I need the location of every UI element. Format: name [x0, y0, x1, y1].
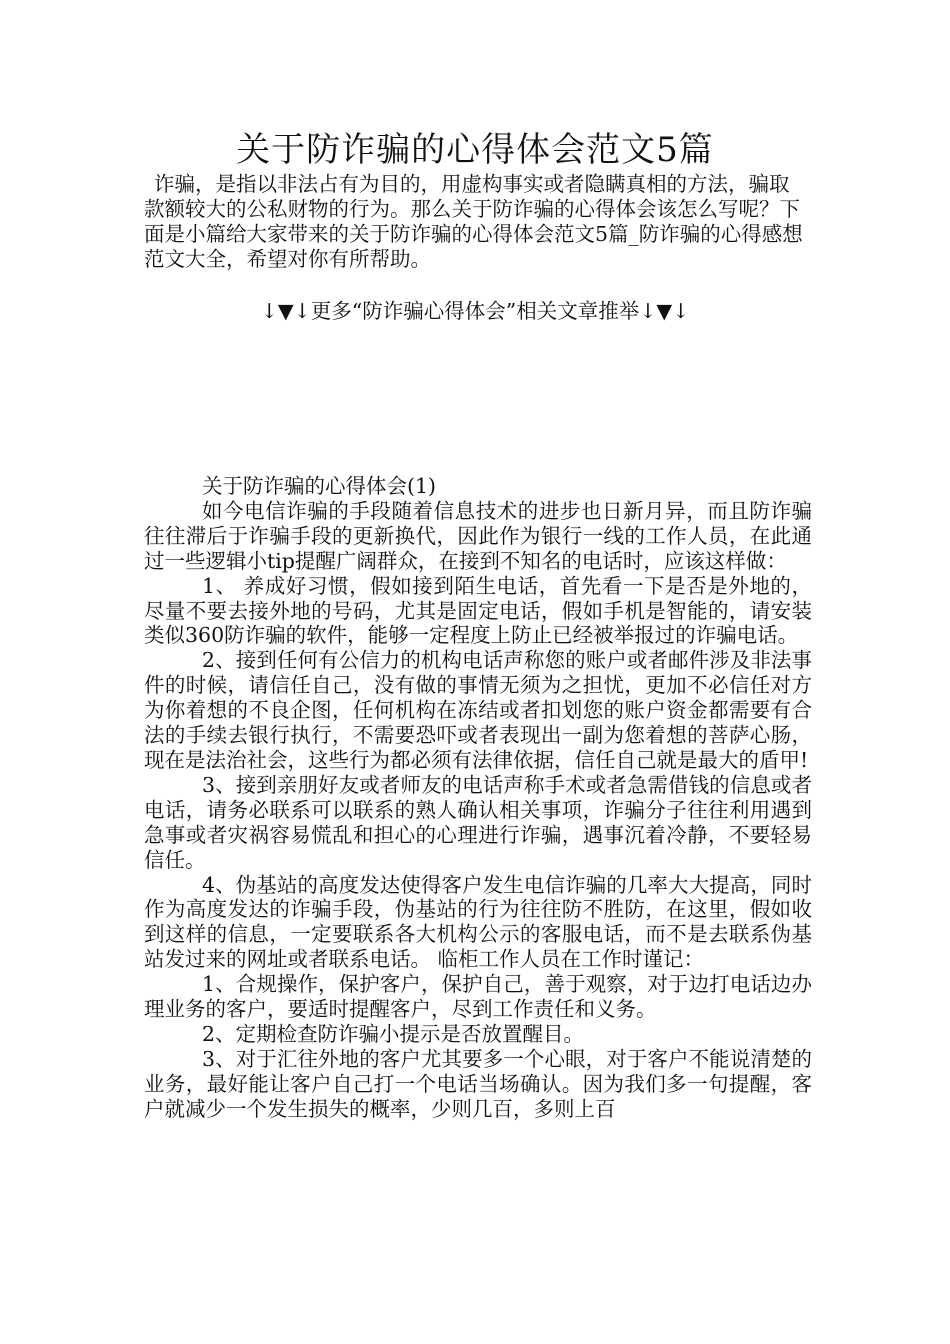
body-paragraph: 2、定期检查防诈骗小提示是否放置醒目。 [202, 1021, 585, 1046]
body-paragraph: 3、对于汇往外地的客户尤其要多一个心眼，对于客户不能说清楚的业务，最好能让客户自己打一个电话当场确认。因为我们多一句提醒，客户就减少一个发生损失的概率，少则几百，多则上百 [144, 1046, 812, 1121]
body-paragraph: 3、接到亲朋好友或者师友的电话声称手术或者急需借钱的信息或者电话，请务必联系可以联系的熟人确认相关事项，诈骗分子往往利用遇到急事或者灾祸容易慌乱和担心的心理进行诈骗，遇事沉着冷静，不要轻易信任。 [144, 772, 812, 872]
body-paragraph: 4、伪基站的高度发达使得客户发生电信诈骗的几率大大提高，同时作为高度发达的诈骗手段，伪基站的行为往往防不胜防，在这里，假如收到这样的信息，一定要联系各大机构公示的客服电话，而不是去联系伪基站发过来的网址或者联系电话。 临柜工作人员在工作时谨记： [144, 872, 812, 972]
body-paragraph: 2、接到任何有公信力的机构电话声称您的账户或者邮件涉及非法事件的时候，请信任自己，没有做的事情无须为之担忧，更加不必信任对方为你着想的不良企图，任何机构在冻结或者扣划您的账户资金都需要有合法的手续去银行执行，不需要恐吓或者表现出一副为您着想的菩萨心肠，现在是法治社会，这些行为都必须有法律依据，信任自己就是最大的盾甲! [144, 648, 812, 772]
section-heading: 关于防诈骗的心得体会(1) [202, 474, 437, 498]
article-body [144, 474, 812, 1122]
intro-paragraph: 诈骗，是指以非法占有为目的，用虚构事实或者隐瞒真相的方法，骗取款额较大的公私财物的行为。那么关于防诈骗的心得体会该怎么写呢？下面是小篇给大家带来的关于防诈骗的心得体会范文5篇_防诈骗的心得感想范文大全，希望对你有所帮助。 [144, 172, 803, 271]
recommend-link[interactable]: ↓▼↓更多“防诈骗心得体会”相关文章推举↓▼↓ [260, 299, 690, 323]
body-paragraph: 1、合规操作，保护客户，保护自己，善于观察，对于边打电话边办理业务的客户，要适时提醒客户，尽到工作责任和义务。 [144, 972, 812, 1022]
document-title: 关于防诈骗的心得体会范文5篇 [236, 130, 714, 170]
body-paragraph: 如今电信诈骗的手段随着信息技术的进步也日新月异，而且防诈骗往往滞后于诈骗手段的更新换代，因此作为银行一线的工作人员，在此通过一些逻辑小tip提醒广阔群众，在接到不知名的电话时，应该这样做： [144, 498, 812, 573]
body-paragraph: 1、 养成好习惯，假如接到陌生电话，首先看一下是否是外地的，尽量不要去接外地的号码，尤其是固定电话，假如手机是智能的，请安装类似360防诈骗的软件，能够一定程度上防止已经被举报过的诈骗电话。 [144, 573, 812, 648]
